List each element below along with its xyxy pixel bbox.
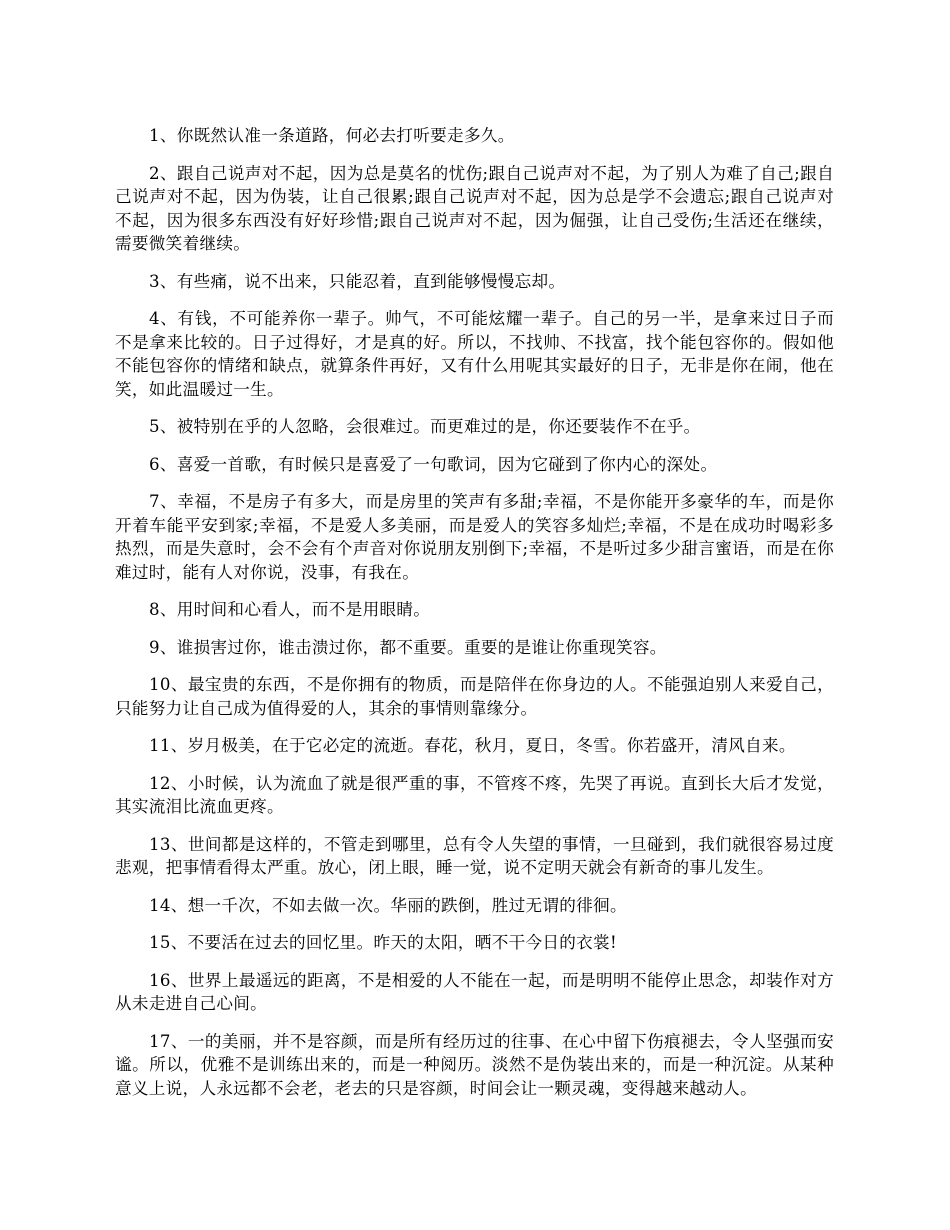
paragraph-3: 3、有些痛，说不出来，只能忍着，直到能够慢慢忘却。 [149,271,566,291]
paragraph-1: 1、你既然认准一条道路，何必去打听要走多久。 [149,126,515,145]
paragraph-5: 5、被特别在乎的人忽略，会很难过。而更难过的是，你还要装作不在乎。 [149,417,701,436]
paragraph-9: 9、谁损害过你，谁击溃过你，都不重要。重要的是谁让你重现笑容。 [149,637,667,657]
paragraph-13: 13、世间都是这样的，不管走到哪里，总有令人失望的事情，一旦碰到，我们就很容易过度悲观，把事情看得太严重。放心，闭上眼，睡一觉，说不定明天就会有新奇的事儿发生。 [115,834,834,877]
document-body [115,124,834,1114]
paragraph-6: 6、喜爱一首歌，有时候只是喜爱了一句歌词，因为它碰到了你内心的深处。 [149,454,718,474]
paragraph-14: 14、想一千次，不如去做一次。华丽的跌倒，胜过无谓的徘徊。 [149,895,627,915]
paragraph-2: 2、跟自己说声对不起，因为总是莫名的忧伤;跟自己说声对不起，为了别人为难了自己;跟自己说声对不起，因为伪装，让自己很累;跟自己说声对不起，因为总是学不会遗忘;跟自己说声对不起，因为很多东西没有好好珍惜;跟自己说声对不起，因为倔强，让自己受伤;生活还在继续，需要微笑着继续。 [115,163,834,253]
paragraph-16: 16、世界上最遥远的距离，不是相爱的人不能在一起，而是明明不能停止思念，却装作对方从未走进自己心间。 [115,970,834,1013]
paragraph-17: 17、一的美丽，并不是容颜，而是所有经历过的往事、在心中留下伤痕褪去，令人坚强而安谧。所以，优雅不是训练出来的，而是一种阅历。淡然不是伪装出来的，而是一种沉淀。从某种意义上说，人永远都不会老，老去的只是容颜，时间会让一颗灵魂，变得越来越动人。 [115,1031,834,1098]
paragraph-8: 8、用时间和心看人，而不是用眼睛。 [149,600,431,619]
paragraph-4: 4、有钱，不可能养你一辈子。帅气，不可能炫耀一辈子。自己的另一半，是拿来过日子而不是拿来比较的。日子过得好，才是真的好。所以，不找帅、不找富，找个能包容你的。假如他不能包容你的情绪和缺点，就算条件再好，又有什么用呢其实最好的日子，无非是你在闹，他在笑，如此温暖过一生。 [115,309,834,399]
paragraph-10: 10、最宝贵的东西，不是你拥有的物质，而是陪伴在你身边的人。不能强迫别人来爱自己，只能努力让自己成为值得爱的人，其余的事情则靠缘分。 [115,675,834,718]
paragraph-11: 11、岁月极美，在于它必定的流逝。春花，秋月，夏日，冬雪。你若盛开，清风自来。 [149,736,796,755]
paragraph-7: 7、幸福，不是房子有多大，而是房里的笑声有多甜;幸福，不是你能开多豪华的车，而是你开着车能平安到家;幸福，不是爱人多美丽，而是爱人的笑容多灿烂;幸福，不是在成功时喝彩多热烈，而是失意时，会不会有个声音对你说朋友别倒下;幸福，不是听过多少甜言蜜语，而是在你难过时，能有人对你说，没事，有我在。 [115,492,834,582]
paragraph-12: 12、小时候，认为流血了就是很严重的事，不管疼不疼，先哭了再说。直到长大后才发觉，其实流泪比流血更疼。 [115,773,834,816]
paragraph-15: 15、不要活在过去的回忆里。昨天的太阳，晒不干今日的衣裳! [149,933,617,952]
